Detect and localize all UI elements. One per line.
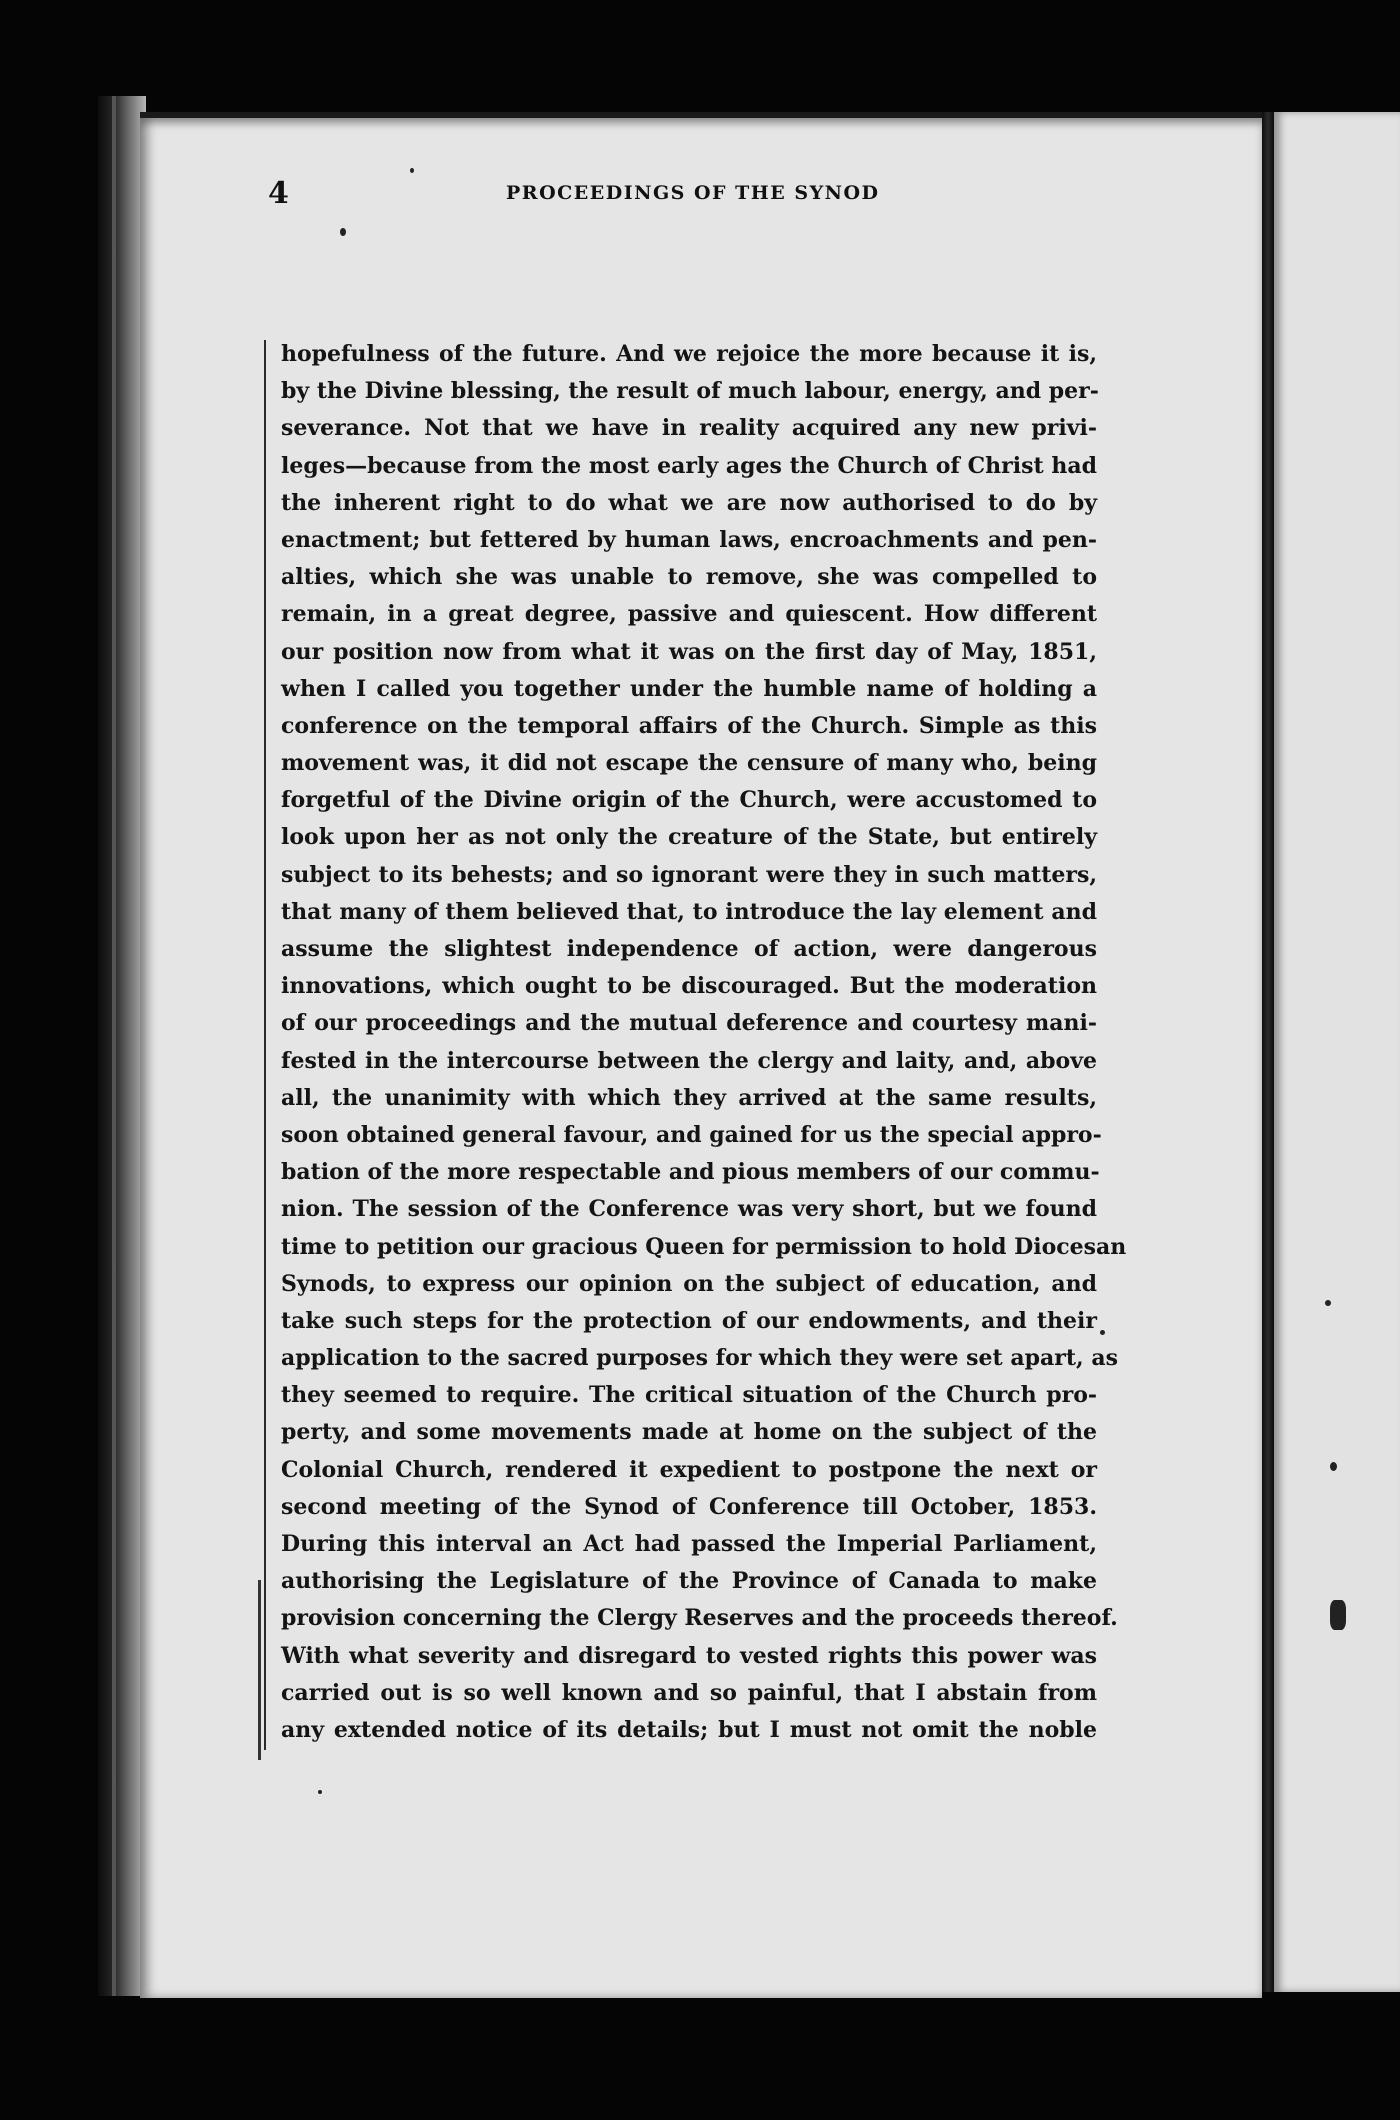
text-line: assume the slightest independence of action, were dangerous [281,936,1097,962]
text-line: carried out is so well known and so painful, that I abstain from [281,1679,1097,1706]
facing-page-edge [1274,112,1400,1992]
page-number: 4 [268,176,289,211]
book-spine-edge [98,96,146,1996]
text-line: provision concerning the Clergy Reserves and the proceeds thereof. [281,1605,1118,1632]
text-line: Synods, to express our opinion on the subject of education, and [281,1270,1097,1297]
print-speck [410,168,414,173]
text-line: second meeting of the Synod of Conference till October, 1853. [281,1493,1097,1520]
text-line: Colonial Church, rendered it expedient to postpone the next or [281,1456,1097,1483]
body-text [281,336,1127,1749]
margin-rule-lower [258,1580,261,1760]
print-speck [1330,1462,1337,1471]
text-line: time to petition our gracious Queen for permission to hold Diocesan [281,1233,1127,1260]
text-line: they seemed to require. The critical situation of the Church pro- [281,1382,1097,1409]
print-speck [318,1790,322,1794]
text-line: innovations, which ought to be discouraged. But the moderation [281,973,1097,1000]
text-line: look upon her as not only the creature of the State, but entirely [281,824,1097,851]
text-line: authorising the Legislature of the Province of Canada to make [281,1568,1097,1595]
text-line: severance. Not that we have in reality acquired any new privi- [281,415,1097,442]
print-speck [1325,1300,1331,1306]
print-speck [1100,1330,1105,1335]
text-line: nion. The session of the Conference was very short, but we found [281,1196,1097,1223]
text-line: enactment; but fettered by human laws, encroachments and pen- [281,526,1097,553]
text-line: bation of the more respectable and pious members of our commu- [281,1159,1100,1186]
running-head [140,176,1262,216]
text-line: With what severity and disregard to vested rights this power was [281,1642,1097,1669]
text-line: leges—because from the most early ages the Church of Christ had [281,452,1097,479]
text-line: movement was, it did not escape the censure of many who, being [281,750,1097,777]
margin-rule [264,340,266,1750]
text-line: any extended notice of its details; but I must not omit the noble [281,1716,1097,1743]
text-line: all, the unanimity with which they arrived at the same results, [281,1084,1097,1111]
text-line: hopefulness of the future. And we rejoice the more because it is, [281,341,1097,367]
text-line: conference on the temporal affairs of the Church. Simple as this [281,712,1097,739]
text-line: of our proceedings and the mutual deference and courtesy mani- [281,1010,1097,1037]
print-speck [340,228,346,236]
text-line: the inherent right to do what we are now authorised to do by [281,489,1097,516]
text-line: application to the sacred purposes for which they were set apart, as [281,1345,1118,1372]
text-line: fested in the intercourse between the clergy and laity, and, above [281,1047,1097,1074]
text-line: our position now from what it was on the first day of May, 1851, [281,638,1097,665]
text-line: that many of them believed that, to introduce the lay element and [281,898,1097,925]
text-line: remain, in a great degree, passive and quiescent. How different [281,601,1097,628]
page-header-title: PROCEEDINGS OF THE SYNOD [506,182,880,204]
text-line: subject to its behests; and so ignorant were they in such matters, [281,861,1097,888]
text-line: when I called you together under the humble name of holding a [281,675,1097,702]
text-line: During this interval an Act had passed the Imperial Parliament, [281,1531,1097,1557]
text-line: perty, and some movements made at home on the subject of the [281,1419,1097,1446]
text-line: forgetful of the Divine origin of the Church, were accustomed to [281,787,1097,814]
page-gutter [1262,112,1274,1992]
print-speck [1330,1600,1346,1630]
text-line: alties, which she was unable to remove, she was compelled to [281,564,1097,591]
text-line: by the Divine blessing, the result of much labour, energy, and per- [281,378,1099,405]
text-line: take such steps for the protection of our endowments, and their [281,1307,1097,1334]
text-line: soon obtained general favour, and gained for us the special appro- [281,1121,1102,1148]
